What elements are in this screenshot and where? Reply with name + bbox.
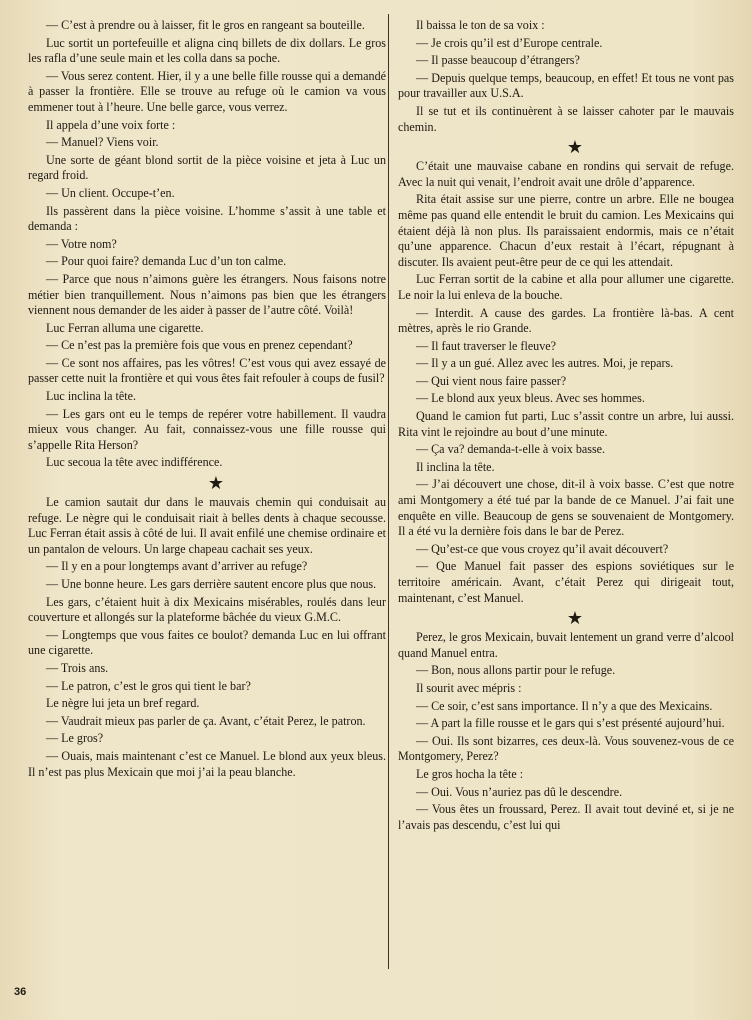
paragraph: Les gars, c’étaient huit à dix Mexicains misérables, roulés dans leur couverture et allongés sur la plateforme bâchée du vieux G.M.C. xyxy=(28,594,386,625)
paragraph: — Trois ans. xyxy=(46,660,109,675)
column-divider xyxy=(388,14,389,969)
paragraph: — Vous serez content. Hier, il y a une belle fille rousse qui a demandé à passer la frontière. Elle se trouve au refuge où le camion va vous emmener tout à l’heure. Une belle garce, vous verrez. xyxy=(28,68,386,114)
paragraph: Il sourit avec mépris : xyxy=(416,680,522,695)
paragraph: Il appela d’une voix forte : xyxy=(46,117,176,132)
section-separator-star-icon: ★ xyxy=(566,608,584,629)
paragraph: — Qu’est-ce que vous croyez qu’il avait découvert? xyxy=(416,541,669,556)
paragraph: — Longtemps que vous faites ce boulot? demanda Luc en lui offrant une cigarette. xyxy=(28,627,386,658)
paragraph: — Il faut traverser le fleuve? xyxy=(416,338,557,353)
paragraph: — Pour quoi faire? demanda Luc d’un ton calme. xyxy=(46,254,287,269)
paragraph: Il baissa le ton de sa voix : xyxy=(416,18,545,32)
paragraph: — Ce sont nos affaires, pas les vôtres! C’est vous qui avez essayé de passer cette nuit la frontière et qui vous êtes fait refouler à coups de fusil? xyxy=(28,355,386,386)
paragraph: — Bon, nous allons partir pour le refuge. xyxy=(416,663,616,678)
paragraph: — Manuel? Viens voir. xyxy=(46,135,159,150)
paragraph: — Interdit. A cause des gardes. La frontière là-bas. A cent mètres, après le rio Grande. xyxy=(398,305,734,336)
paragraph: — C’est à prendre ou à laisser, fit le gros en rangeant sa bouteille. xyxy=(46,18,365,32)
paragraph: — Oui. Ils sont bizarres, ces deux-là. Vous souvenez-vous de ce Montgomery, Perez? xyxy=(398,733,734,764)
paragraph: — Vaudrait mieux pas parler de ça. Avant, c’était Perez, le patron. xyxy=(46,713,366,728)
paragraph: — Il passe beaucoup d’étrangers? xyxy=(416,53,580,68)
left-column xyxy=(28,18,386,782)
paragraph: Luc Ferran sortit de la cabine et alla pour allumer une cigarette. Le noir la lui enleva de la bouche. xyxy=(398,272,734,302)
paragraph: Quand le camion fut parti, Luc s’assit contre un arbre, lui aussi. Rita vint le rejoindre au bout d’une minute. xyxy=(398,409,734,439)
paragraph: — Que Manuel fait passer des espions soviétiques sur le territoire américain. Avant, c’était Perez qui dirigeait tout, maintenant, c’est Manuel. xyxy=(398,559,734,605)
paragraph: — Ouais, mais maintenant c’est ce Manuel. Le blond aux yeux bleus. Il n’est pas plus Mexicain que moi j’ai la peau blanche. xyxy=(28,748,386,779)
page-number: 36 xyxy=(14,986,27,998)
paragraph: — J’ai découvert une chose, dit-il à voix basse. C’est que notre ami Montgomery a été tué par la bande de ce Manuel. J’ai fait une enquête en ville. Beaucoup de gens se souvenaient de Montgomery. Il a été vu la dernière fois dans le bar de Perez. xyxy=(398,477,734,539)
paragraph: Luc sortit un portefeuille et aligna cinq billets de dix dollars. Le gros les rafla d’une seule main et les colla dans sa poche. xyxy=(28,35,386,66)
paragraph: — Le blond aux yeux bleus. Avec ses hommes. xyxy=(416,391,645,406)
paragraph: — Votre nom? xyxy=(46,236,117,251)
paragraph: Rita était assise sur une pierre, contre un arbre. Elle ne bougea même pas quand elle entendit le bruit du camion. Les Mexicains qui étaient déjà là non plus. Ils paraissaient endormis, mais ce n’était qu’une apparence. Chacun d’eux restait à l’écart, répugnant à discuter. Ils avaient peut-être peur de ce qui les attendait. xyxy=(398,192,734,269)
right-column xyxy=(398,18,734,835)
paragraph: — Il y en a pour longtemps avant d’arriver au refuge? xyxy=(46,559,308,574)
paragraph: — Le patron, c’est le gros qui tient le bar? xyxy=(46,678,251,693)
paragraph: — Il y a un gué. Allez avec les autres. Moi, je repars. xyxy=(416,356,674,371)
section-separator-star-icon: ★ xyxy=(566,137,584,158)
paragraph: — Le gros? xyxy=(46,731,104,746)
paragraph: Il se tut et ils continuèrent à se laisser cahoter par le mauvais chemin. xyxy=(398,103,734,134)
paragraph: Une sorte de géant blond sortit de la pièce voisine et jeta à Luc un regard froid. xyxy=(28,152,386,183)
paragraph: — Les gars ont eu le temps de repérer votre habillement. Il vaudra mieux vous changer. Au fait, connaissez-vous une fille rousse qui s’appelle Rita Herson? xyxy=(28,406,386,452)
paragraph: — Un client. Occupe-t’en. xyxy=(46,185,175,200)
paragraph: Luc Ferran alluma une cigarette. xyxy=(46,320,204,335)
paragraph: — Ça va? demanda-t-elle à voix basse. xyxy=(416,442,606,457)
paragraph: Le gros hocha la tête : xyxy=(416,766,524,781)
paragraph: Luc inclina la tête. xyxy=(46,389,136,404)
paragraph: — Depuis quelque temps, beaucoup, en effet! Et tous ne vont pas pour travailler aux U.S.A. xyxy=(398,70,734,101)
paragraph: — A part la fille rousse et le gars qui s’est présenté aujourd’hui. xyxy=(416,716,725,731)
paragraph: — Je crois qu’il est d’Europe centrale. xyxy=(416,35,603,50)
paragraph: — Ce n’est pas la première fois que vous en prenez cependant? xyxy=(46,338,353,353)
paragraph: — Vous êtes un froussard, Perez. Il avait tout deviné et, si je ne l’avais pas descendu, c’est lui qui xyxy=(398,802,734,832)
paragraph: — Ce soir, c’est sans importance. Il n’y a que des Mexicains. xyxy=(416,698,713,713)
paragraph: Luc secoua la tête avec indifférence. xyxy=(46,455,223,470)
paragraph: C’était une mauvaise cabane en rondins qui servait de refuge. Avec la nuit qui venait, l’endroit avait une drôle d’apparence. xyxy=(398,159,734,189)
paragraph: — Une bonne heure. Les gars derrière sautent encore plus que nous. xyxy=(46,577,377,591)
paragraph: — Oui. Vous n’auriez pas dû le descendre. xyxy=(416,784,623,799)
paragraph: Le nègre lui jeta un bref regard. xyxy=(46,696,200,711)
paragraph: Ils passèrent dans la pièce voisine. L’homme s’assit à une table et demanda : xyxy=(28,203,386,234)
section-separator-star-icon: ★ xyxy=(207,473,225,494)
paragraph: — Qui vient nous faire passer? xyxy=(416,373,567,388)
paragraph: — Parce que nous n’aimons guère les étrangers. Nous faisons notre métier bien tranquillement. Nous n’aimons pas bien que les étrangers viennent nous demander de les aider à passer de l’autre côté. Voilà! xyxy=(28,271,386,318)
paragraph: Le camion sautait dur dans le mauvais chemin qui conduisait au refuge. Le nègre qui le conduisait riait à belles dents à chaque secousse. Luc Ferran était assis à côté de lui. Il avait enfilé une chemise ordinaire et un pantalon de velours. Un large chapeau cachait ses yeux. xyxy=(28,495,386,556)
paragraph: Perez, le gros Mexicain, buvait lentement un grand verre d’alcool quand Manuel entra. xyxy=(398,630,734,660)
paragraph: Il inclina la tête. xyxy=(416,459,495,474)
